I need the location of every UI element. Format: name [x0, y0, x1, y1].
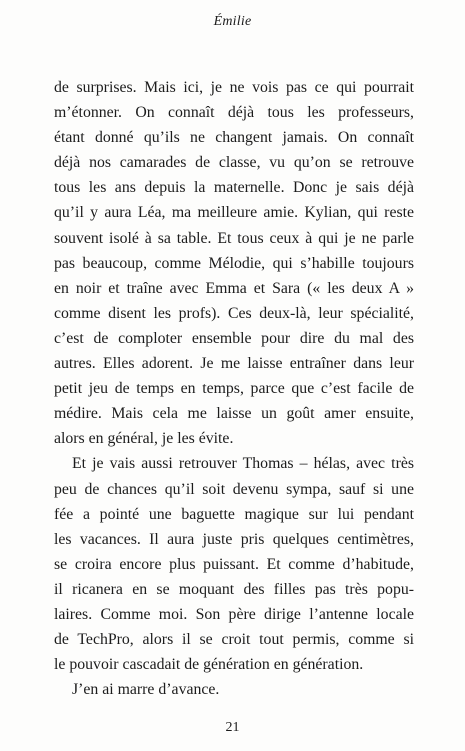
paragraph-1 — [54, 75, 414, 451]
body-text — [54, 75, 414, 702]
text-line: il ricanera en se moquant des filles pas très popu- — [54, 580, 414, 598]
text-line: tous les ans depuis la maternelle. Donc je sais déjà — [54, 179, 414, 197]
text-line: se croira encore plus puissant. Et comme d’habitude, — [54, 555, 414, 573]
text-line: en noir et traîne avec Emma et Sara (« les deux A » — [54, 279, 414, 297]
text-line: petit jeu de temps en temps, parce que c’est facile de — [54, 380, 414, 398]
text-line: souvent isolé à sa table. Et tous ceux à qui je ne parle — [54, 229, 414, 247]
text-line: fée a pointé une baguette magique sur lui pendant — [54, 505, 414, 523]
text-line: médire. Mais cela me laisse un goût amer ensuite, — [54, 405, 414, 423]
text-line: J’en ai marre d’avance. — [72, 681, 220, 699]
paragraph-2 — [54, 451, 414, 677]
text-line: Et je vais aussi retrouver Thomas – hélas, avec très — [72, 455, 414, 473]
text-line: qu’il y aura Léa, ma meilleure amie. Kylian, qui reste — [54, 204, 414, 222]
text-line: le pouvoir cascadait de génération en génération. — [54, 656, 364, 674]
text-line: pas beaucoup, comme Mélodie, qui s’habille toujours — [54, 254, 414, 272]
text-line: peu de chances qu’il soit devenu sympa, sauf si une — [54, 480, 414, 498]
running-header: Émilie — [213, 14, 252, 29]
text-line: étant donné qu’ils ne changent jamais. On connaît — [54, 129, 414, 147]
text-line: de surprises. Mais ici, je ne vois pas ce qui pourrait — [54, 79, 414, 96]
text-line: comme disent les profs). Ces deux-là, leur spécialité, — [54, 304, 414, 322]
paragraph-3 — [54, 677, 414, 702]
text-line: autres. Elles adorent. Je me laisse entraîner dans leur — [54, 355, 414, 373]
text-line: c’est de comploter ensemble pour dire du mal des — [54, 329, 414, 347]
text-line: alors en général, je les évite. — [54, 430, 234, 448]
text-line: les vacances. Il aura juste pris quelques centimètres, — [54, 530, 414, 548]
text-line: de TechPro, alors il se croit tout permis, comme si — [54, 631, 414, 649]
page-number: 21 — [225, 720, 240, 735]
text-line: laires. Comme moi. Son père dirige l’antenne locale — [54, 605, 414, 623]
text-line: déjà nos camarades de classe, vu qu’on se retrouve — [54, 154, 414, 172]
text-line: m’étonner. On connaît déjà tous les professeurs, — [54, 104, 414, 122]
